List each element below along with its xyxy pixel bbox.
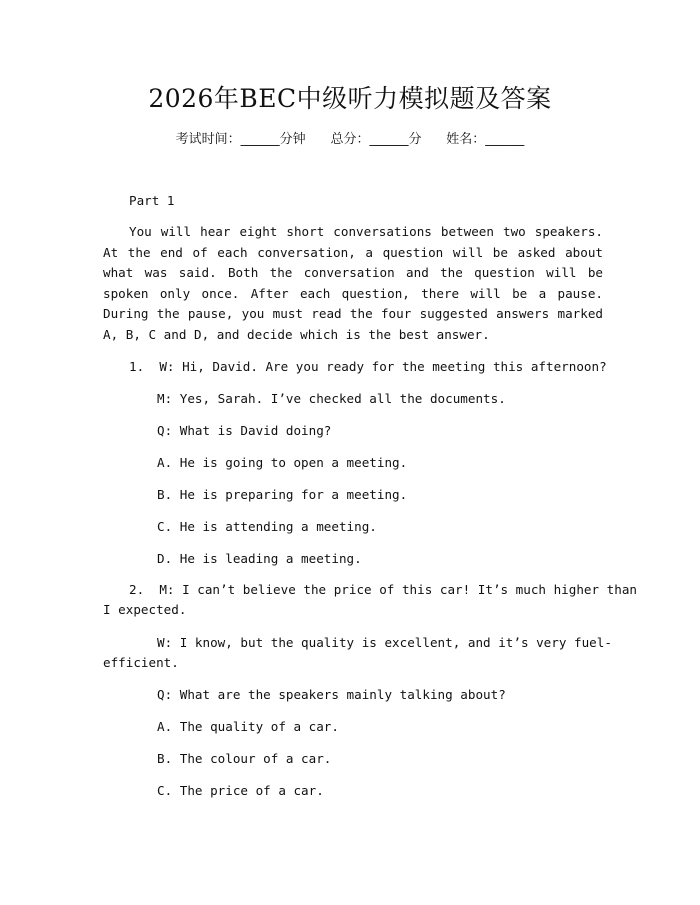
student-name-label: 姓名：______ (446, 132, 525, 147)
document-title: 2026年BEC中级听力模拟题及答案 (148, 84, 552, 113)
part-heading: Part 1 (129, 193, 175, 208)
q1-option-c: C. He is attending a meeting. (157, 519, 377, 534)
q1-speaker-w: 1. W: Hi, David. Are you ready for the meeting this afternoon? (129, 359, 607, 374)
exam-time-label: 考试时间：______分钟 (175, 132, 306, 147)
q2-option-a: A. The quality of a car. (157, 719, 339, 734)
q2-option-b: B. The colour of a car. (157, 751, 332, 766)
instructions-paragraph: You will hear eight short conversations between two speakers. At the end of each conversation, a question will be asked about what was said. Both the conversation and the question will be spoken only once. After each question, there will be a pause. During the pause, you must read the four suggested answers marked A, B, C and D, and decide which is the best answer. (103, 224, 603, 342)
q1-speaker-m: M: Yes, Sarah. I’ve checked all the documents. (157, 391, 506, 406)
q2-speaker-m-line1: 2. M: I can’t believe the price of this car! It’s much higher than (129, 582, 637, 597)
q2-speaker-w-line2: efficient. (103, 655, 179, 670)
exam-meta-line (0, 130, 700, 150)
total-score-label: 总分：______分 (330, 132, 422, 147)
q1-question: Q: What is David doing? (157, 423, 332, 438)
q2-speaker-m-line2: I expected. (103, 602, 187, 617)
q1-option-d: D. He is leading a meeting. (157, 551, 362, 566)
q2-speaker-w-line1: W: I know, but the quality is excellent, and it’s very fuel- (157, 635, 612, 650)
q2-question: Q: What are the speakers mainly talking about? (157, 687, 506, 702)
q1-option-b: B. He is preparing for a meeting. (157, 487, 408, 502)
q1-option-a: A. He is going to open a meeting. (157, 455, 408, 470)
q2-option-c: C. The price of a car. (157, 783, 324, 798)
